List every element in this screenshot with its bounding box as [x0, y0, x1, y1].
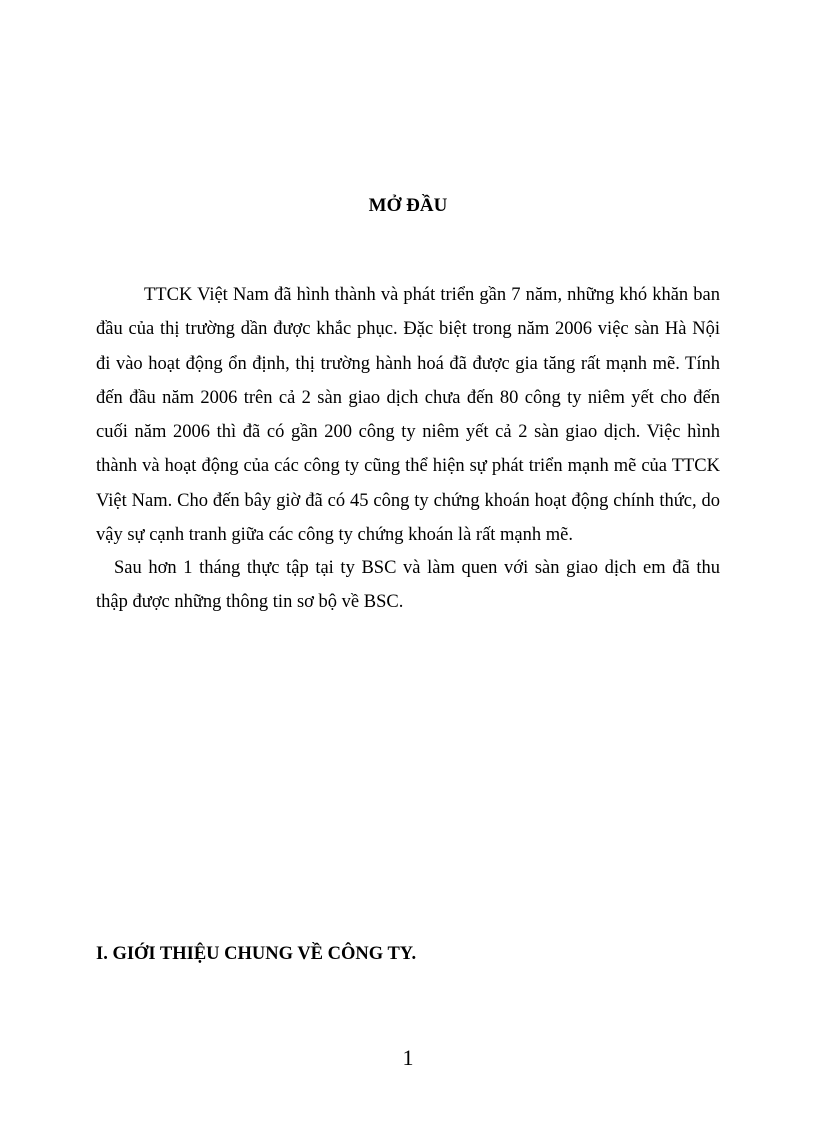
internship-paragraph: Sau hơn 1 tháng thực tập tại ty BSC và làm quen với sàn giao dịch em đã thu thập được những thông tin sơ bộ về BSC. — [96, 558, 720, 613]
section-heading: I. GIỚI THIỆU CHUNG VỀ CÔNG TY. — [96, 944, 417, 964]
intro-paragraph: TTCK Việt Nam đã hình thành và phát triển gần 7 năm, những khó khăn ban đầu của thị trường dần được khắc phục. Đặc biệt trong năm 2006 việc sàn Hà Nội đi vào hoạt động ổn định, thị trường hành hoá đã được gia tăng rất mạnh mẽ. Tính đến đầu năm 2006 trên cả 2 sàn giao dịch chưa đến 80 công ty niêm yết cho đến cuối năm 2006 thì đã có gần 200 công ty niêm yết cả 2 sàn giao dịch. Việc hình thành và hoạt động của các công ty cũng thể hiện sự phát triển mạnh mẽ của TTCK Việt Nam. Cho đến bây giờ đã có 45 công ty chứng khoán hoạt động chính thức, do vậy sự cạnh tranh giữa các công ty chứng khoán là rất mạnh mẽ. — [96, 285, 720, 546]
page-number: 1 — [402, 1045, 414, 1070]
page-title: MỞ ĐẦU — [368, 195, 448, 216]
